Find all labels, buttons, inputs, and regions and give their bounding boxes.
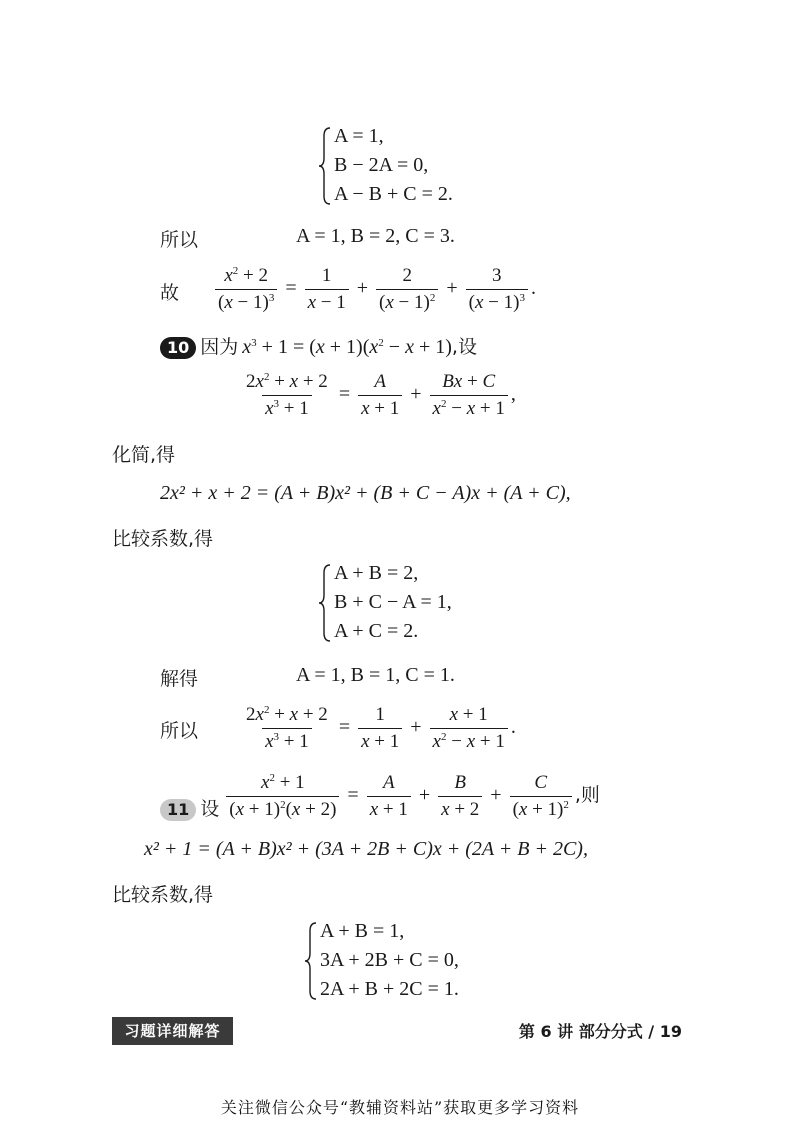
- conclusion-label: 故: [160, 282, 180, 304]
- page-number: 第 6 讲 部分分式 / 19: [518, 1022, 682, 1041]
- brace-icon: [318, 126, 332, 206]
- system-line: 3A + 2B + C = 0,: [320, 949, 459, 971]
- simplify-label: 化简,得: [112, 444, 176, 466]
- result-value: A = 1, B = 2, C = 3.: [296, 225, 455, 247]
- compare-label: 比较系数,得: [112, 884, 214, 906]
- problem-intro: 因为: [200, 336, 239, 358]
- decomposition-setup-11: $\frac{x^2 + 1}{(x + 1)^2(x + 2)}$ = $\frac{A}{x + 1}$ + $\frac{B}{x + 2}$ + $\frac{C}{(x + 1)^2}$: [223, 784, 575, 806]
- system-line: A + C = 2.: [334, 620, 419, 642]
- system-line: B + C − A = 1,: [334, 591, 452, 613]
- expansion-10: 2x² + x + 2 = (A + B)x² + (B + C − A)x + (A + C),: [160, 482, 571, 504]
- decomposition-setup-10: $\frac{2x^2 + x + 2}{x^3 + 1}$ = $\frac{A}{x + 1}$ + $\frac{Bx + C}{x^2 - x + 1}$ ,: [246, 371, 516, 419]
- system-line: A − B + C = 2.: [334, 183, 453, 205]
- result-label: 所以: [160, 229, 199, 251]
- equation-system-3: [320, 917, 459, 1004]
- result-label: 解得: [160, 668, 199, 690]
- problem-number-badge: 11: [160, 799, 196, 821]
- system-line: 2A + B + 2C = 1.: [320, 978, 459, 1000]
- equation-system-2: [334, 559, 452, 646]
- brace-icon: [304, 921, 318, 1001]
- brace-icon: [318, 563, 332, 643]
- problem-10-line: 10 因为 $x^3 + 1 = (x + 1)(x^2 - x + 1)$,设: [160, 332, 477, 359]
- result-value: A = 1, B = 1, C = 1.: [296, 664, 455, 686]
- equation-system-1: [334, 122, 453, 209]
- partial-fraction-result-1: $\frac{x^2 + 2}{(x - 1)^3}$ = $\frac{1}{x - 1}$ + $\frac{2}{(x - 1)^2}$ + $\frac{3}{(x - 1)^3}$ .: [212, 265, 536, 314]
- section-tag: 习题详细解答: [112, 1017, 233, 1045]
- system-line: A + B = 1,: [320, 920, 405, 942]
- factorization: $x^3 + 1 = (x + 1)(x^2 - x + 1)$: [242, 336, 452, 358]
- compare-label: 比较系数,得: [112, 528, 214, 550]
- system-line: A + B = 2,: [334, 562, 419, 584]
- partial-fraction-result-2: $\frac{2x^2 + x + 2}{x^3 + 1}$ = $\frac{1}{x + 1}$ + $\frac{x + 1}{x^2 - x + 1}$ .: [246, 704, 516, 752]
- conclusion-label: 所以: [160, 720, 199, 742]
- watermark-text: 关注微信公众号“教辅资料站”获取更多学习资料: [220, 1098, 580, 1117]
- expansion-11: x² + 1 = (A + B)x² + (3A + 2B + C)x + (2A + B + 2C),: [144, 838, 588, 860]
- problem-11-line: 11 设 $\frac{x^2 + 1}{(x + 1)^2(x + 2)}$ = $\frac{A}{x + 1}$ + $\frac{B}{x + 2}$ + $\frac{C}{(x + 1)^2}$ ,则: [160, 772, 600, 821]
- problem-intro: 设: [200, 798, 220, 821]
- problem-number-badge: 10: [160, 337, 196, 359]
- system-line: A = 1,: [334, 125, 384, 147]
- system-line: B − 2A = 0,: [334, 154, 429, 176]
